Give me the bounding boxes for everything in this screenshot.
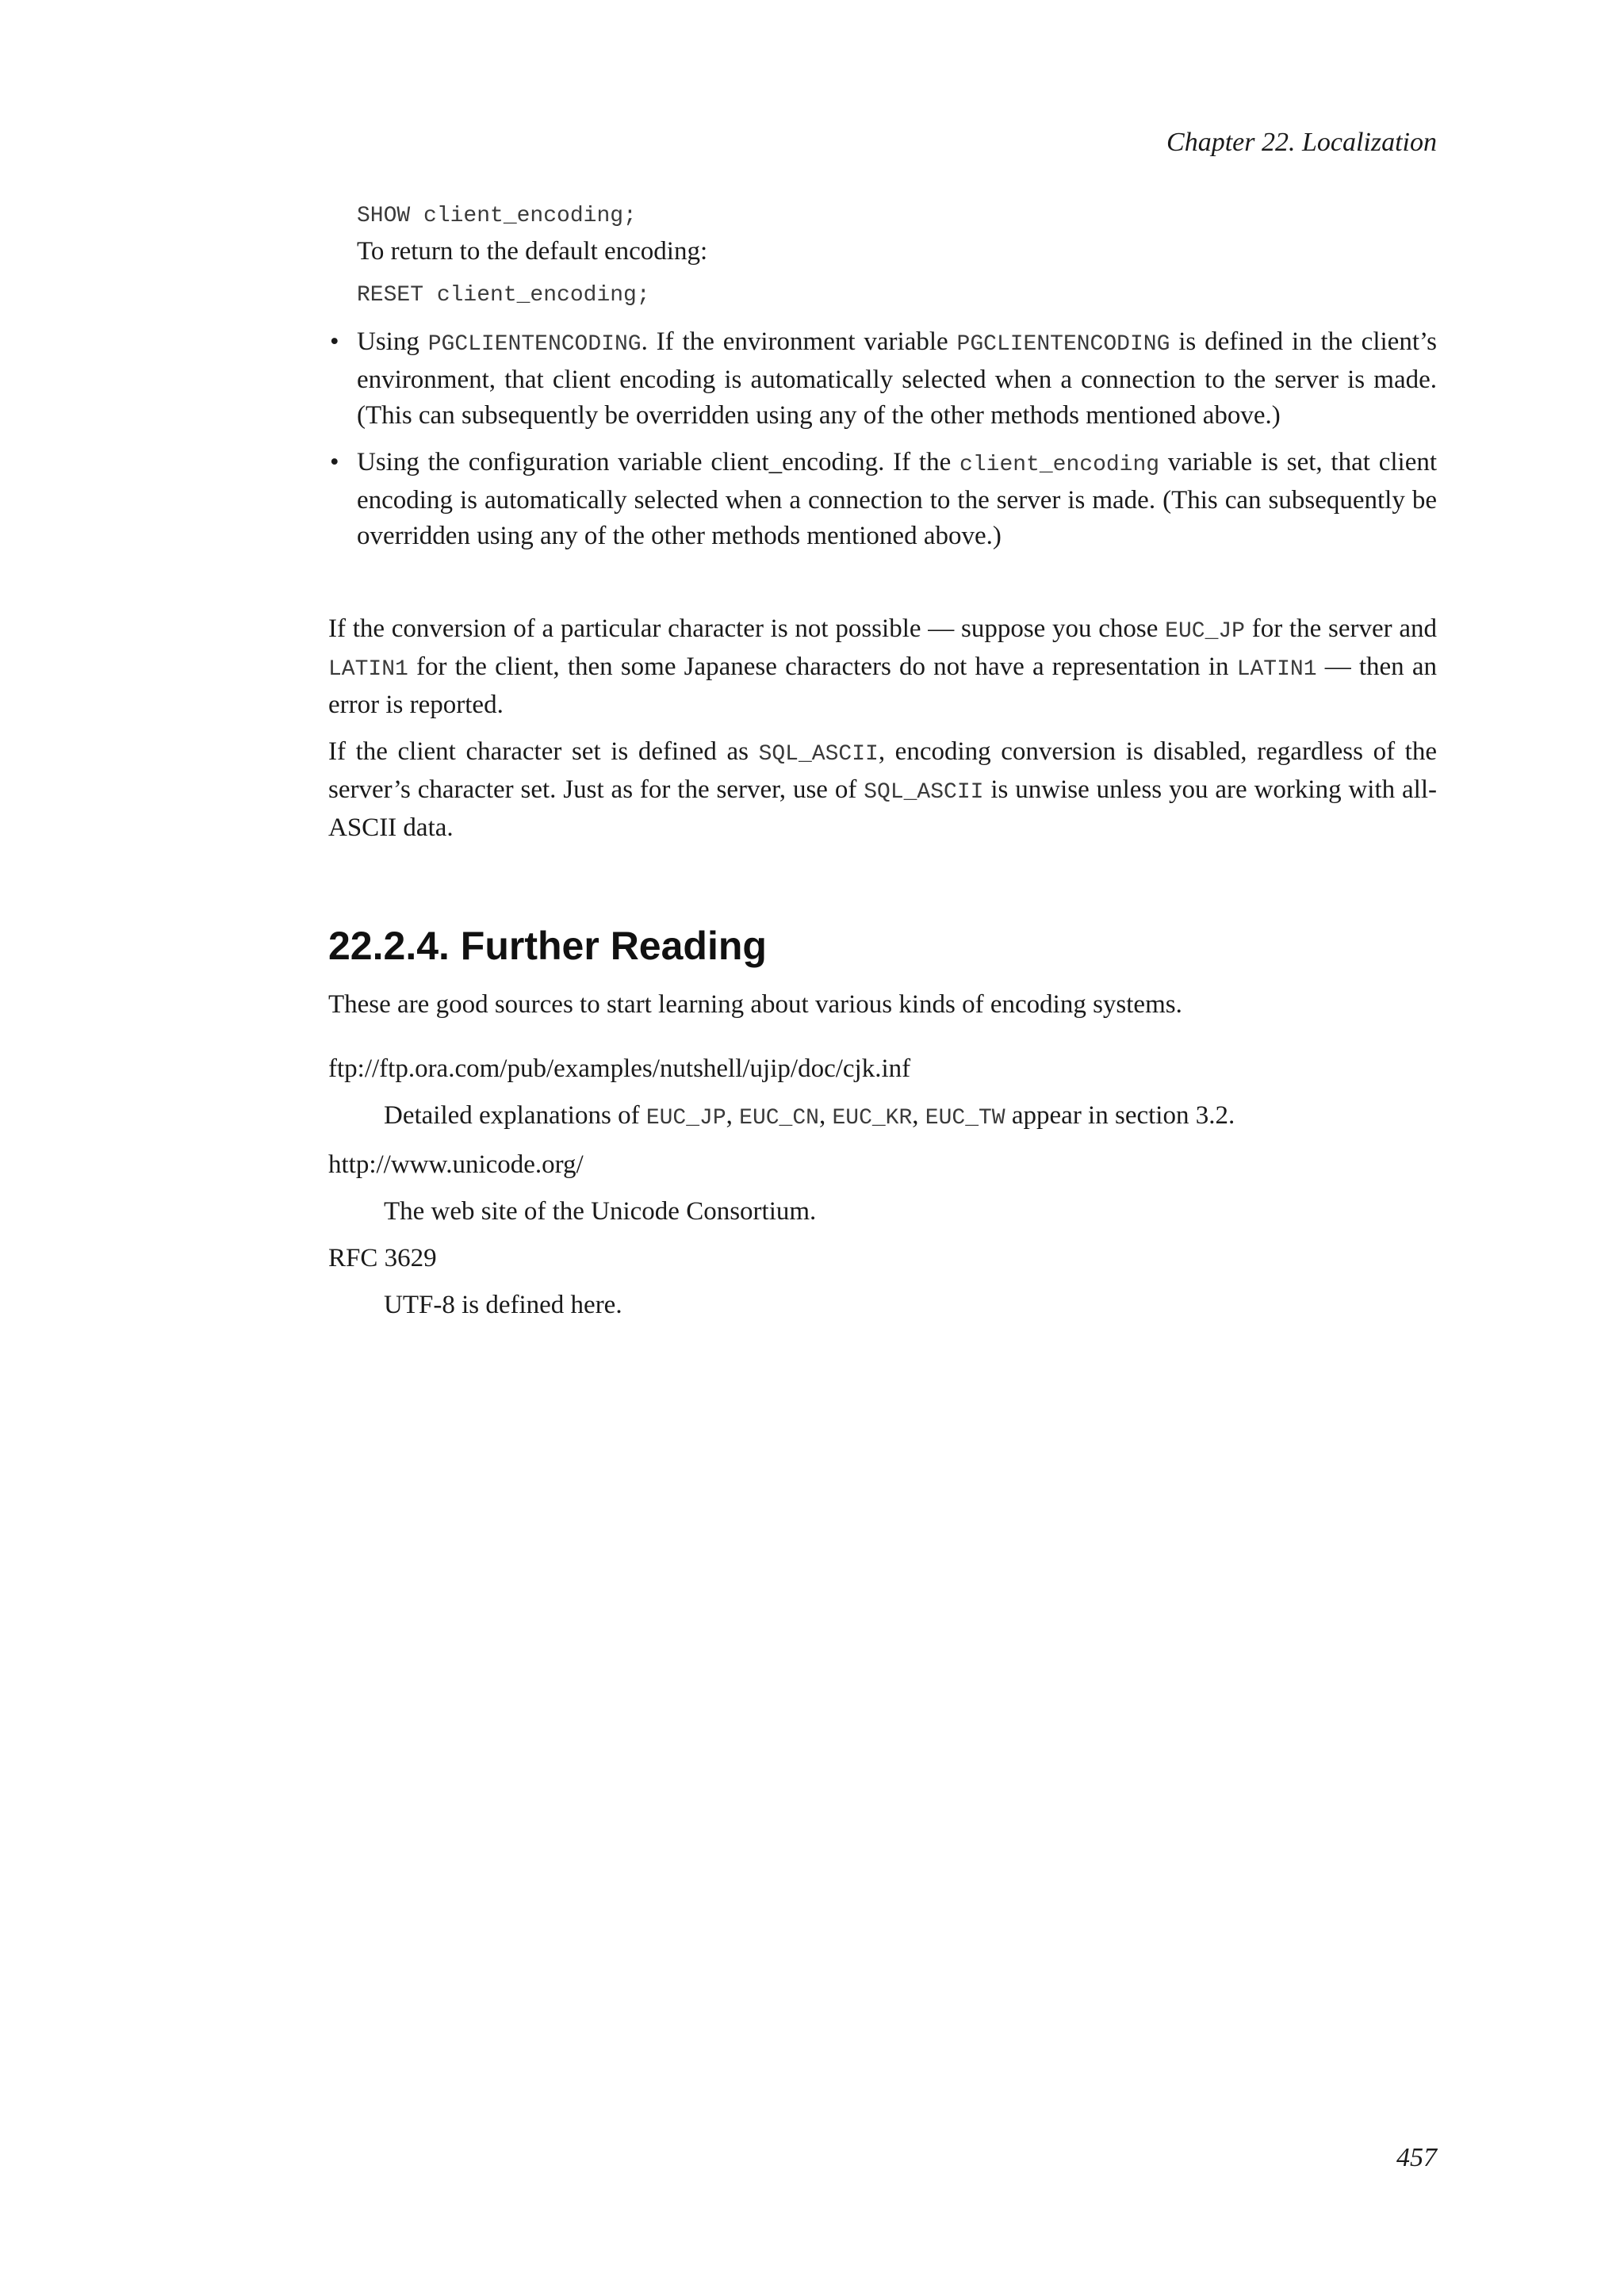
reference-term-rfc: RFC 3629 xyxy=(328,1244,437,1272)
section-intro: These are good sources to start learning about various kinds of encoding systems. xyxy=(328,990,1182,1019)
paragraph-text: for the server and xyxy=(1244,614,1437,643)
list-item-text: . If the environment variable xyxy=(641,327,957,356)
list-item-pgclientencoding xyxy=(328,324,1437,434)
separator: , xyxy=(818,1101,833,1130)
conversion-error-paragraph xyxy=(328,611,1437,723)
list-item-config-variable xyxy=(328,445,1437,554)
bullet-marker: • xyxy=(330,448,339,476)
code-show-client-encoding: SHOW client_encoding; xyxy=(357,204,637,228)
code-euc-jp: EUC_JP xyxy=(1165,619,1245,644)
code-pgclientencoding: PGCLIENTENCODING xyxy=(427,332,642,357)
paragraph-text: If the conversion of a particular character is not possible — suppose you chose xyxy=(328,614,1166,643)
encoding-methods-list xyxy=(328,324,1437,554)
list-item-text: Using xyxy=(357,327,428,356)
reference-term-ftp: ftp://ftp.ora.com/pub/examples/nutshell/ujip/doc/cjk.inf xyxy=(328,1054,911,1083)
list-item-text: Using the configuration variable client_encoding. If the xyxy=(357,448,960,476)
client-encoding-examples xyxy=(357,198,1437,313)
code-sql-ascii: SQL_ASCII xyxy=(758,742,879,767)
reference-description xyxy=(384,1098,1437,1136)
paragraph-text: If the client character set is defined as xyxy=(328,737,759,766)
paragraph-text: , encoding conversion is disabled, regardless of the server’s character set. Just as for the server, use of xyxy=(328,737,1437,804)
code-latin1: LATIN1 xyxy=(328,657,408,682)
running-header: Chapter 22. Localization xyxy=(1166,128,1437,157)
page-content xyxy=(328,198,1437,1334)
code-euc-kr: EUC_KR xyxy=(832,1106,913,1131)
separator: , xyxy=(726,1101,740,1130)
bullet-marker: • xyxy=(330,327,339,356)
reference-description: UTF-8 is defined here. xyxy=(384,1291,622,1319)
code-euc-tw: EUC_TW xyxy=(925,1106,1005,1131)
reading-list xyxy=(328,1051,1437,1323)
sql-ascii-paragraph xyxy=(328,734,1437,846)
paragraph-text: for the client, then some Japanese characters do not have a representation in xyxy=(408,652,1237,681)
list-item-text: is defined in the client’s environment, that client encoding is automatically selected when a connection to the server is made. (This can subsequently be overridden using any of the other methods mentioned above.) xyxy=(357,327,1437,430)
paragraph-text: is unwise unless you are working with all-ASCII data. xyxy=(328,775,1437,842)
return-default-text: To return to the default encoding: xyxy=(357,237,708,266)
code-client-encoding: client_encoding xyxy=(959,453,1160,477)
code-euc-jp: EUC_JP xyxy=(645,1106,726,1131)
reference-term-unicode: http://www.unicode.org/ xyxy=(328,1150,584,1179)
description-text: Detailed explanations of xyxy=(384,1101,646,1130)
paragraph-text: — then an error is reported. xyxy=(328,652,1437,719)
code-sql-ascii: SQL_ASCII xyxy=(864,780,984,805)
code-pgclientencoding: PGCLIENTENCODING xyxy=(956,332,1170,357)
code-reset-client-encoding: RESET client_encoding; xyxy=(357,283,650,308)
code-latin1: LATIN1 xyxy=(1236,657,1317,682)
separator: , xyxy=(912,1101,925,1130)
description-text: appear in section 3.2. xyxy=(1005,1101,1235,1130)
code-euc-cn: EUC_CN xyxy=(739,1106,819,1131)
page-number: 457 xyxy=(1396,2143,1437,2172)
reference-description: The web site of the Unicode Consortium. xyxy=(384,1197,817,1226)
section-heading: 22.2.4. Further Reading xyxy=(328,924,767,968)
list-item-text: variable is set, that client encoding is automatically selected when a connection to the server is made. (This can subsequently be overridden using any of the other methods mentioned above.) xyxy=(357,448,1438,550)
